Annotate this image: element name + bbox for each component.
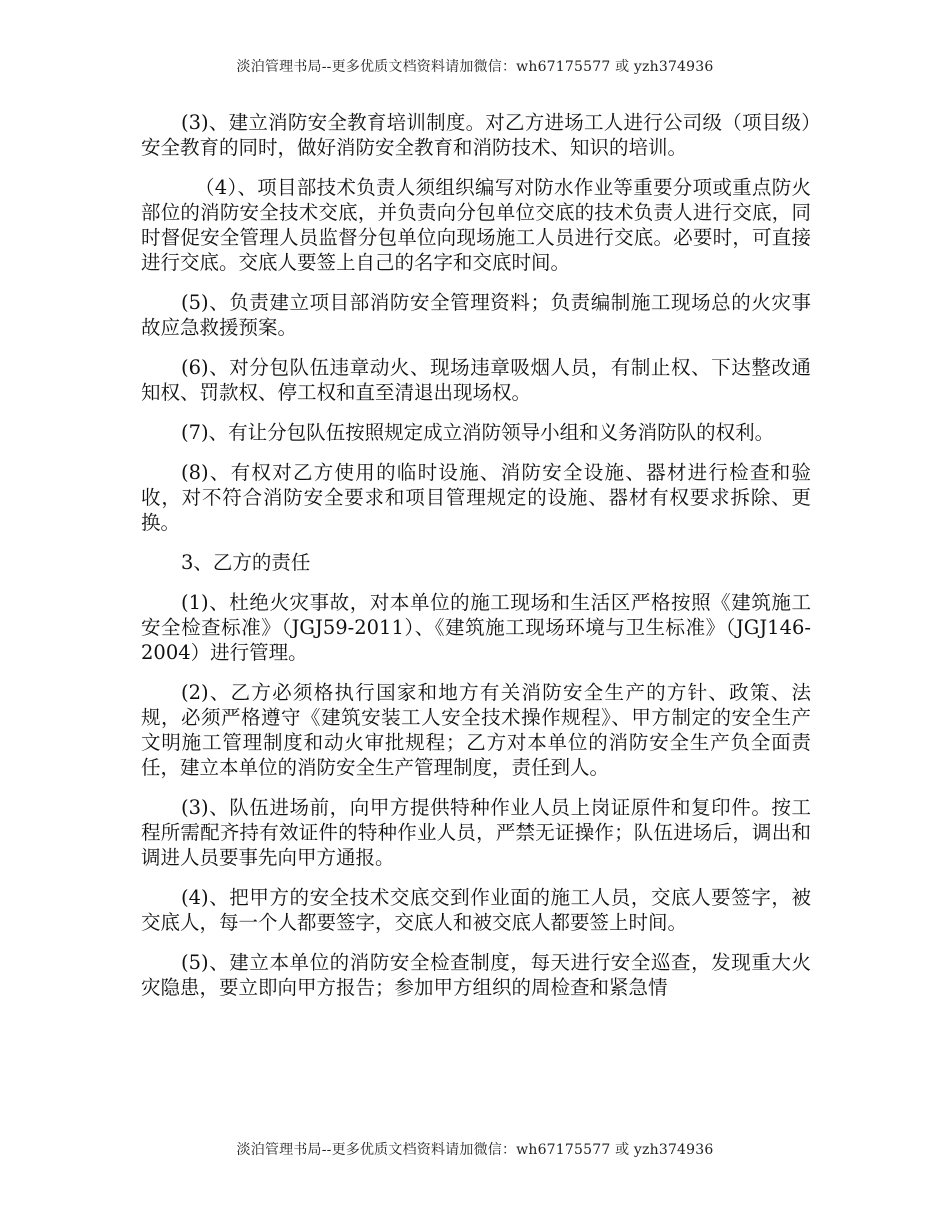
document-body <box>141 110 811 1015</box>
paragraph-b3-certification: (3)、队伍进场前，向甲方提供特种作业人员上岗证原件和复印件。按工程所需配齐持有效证件的特种作业人员，严禁无证操作；队伍进场后，调出和调进人员要事先向甲方通报。 <box>141 796 811 869</box>
paragraph-b5-inspection: (5)、建立本单位的消防安全检查制度，每天进行安全巡查，发现重大火灾隐患，要立即向甲方报告；参加甲方组织的周检查和紧急情 <box>141 951 811 999</box>
paragraph-3-education: (3)、建立消防安全教育培训制度。对乙方进场工人进行公司级（项目级）安全教育的同时，做好消防安全教育和消防技术、知识的培训。 <box>141 111 811 159</box>
paragraph-b1-prevention: (1)、杜绝火灾事故，对本单位的施工现场和生活区严格按照《建筑施工安全检查标准》（JGJ59-2011）、《建筑施工现场环境与卫生标准》（JGJ146-2004）进行管理。 <box>141 591 811 664</box>
page-header: 淡泊管理书局--更多优质文档资料请加微信：wh67175577 或 yzh374936 <box>236 59 714 75</box>
section-heading-party-b: 3、乙方的责任 <box>181 551 311 574</box>
paragraph-6-penalties: (6)、对分包队伍违章动火、现场违章吸烟人员，有制止权、下达整改通知权、罚款权、停工权和直至清退出现场权。 <box>141 356 811 404</box>
paragraph-4-technical-briefing: （4）、项目部技术负责人须组织编写对防水作业等重要分项或重点防火部位的消防安全技术交底，并负责向分包单位交底的技术负责人进行交底，同时督促安全管理人员监督分包单位向现场施工人员进行交底。必要时，可直接进行交底。交底人要签上自己的名字和交底时间。 <box>141 176 811 274</box>
paragraph-7-fire-team: (7)、有让分包队伍按照规定成立消防领导小组和义务消防队的权利。 <box>181 421 775 444</box>
paragraph-b2-regulations: (2)、乙方必须格执行国家和地方有关消防安全生产的方针、政策、法规，必须严格遵守《建筑安装工人安全技术操作规程》、甲方制定的安全生产文明施工管理制度和动火审批规程；乙方对本单位的消防安全生产负全面责任，建立本单位的消防安全生产管理制度，责任到人。 <box>141 681 811 779</box>
page-footer: 淡泊管理书局--更多优质文档资料请加微信：wh67175577 或 yzh374936 <box>236 1142 714 1158</box>
paragraph-b4-signatures: (4)、把甲方的安全技术交底交到作业面的施工人员，交底人要签字，被交底人，每一个人都要签字，交底人和被交底人都要签上时间。 <box>141 886 811 934</box>
paragraph-8-inspection: (8)、有权对乙方使用的临时设施、消防安全设施、器材进行检查和验收，对不符合消防安全要求和项目管理规定的设施、器材有权要求拆除、更换。 <box>141 461 811 534</box>
paragraph-5-records: (5)、负责建立项目部消防安全管理资料；负责编制施工现场总的火灾事故应急救援预案。 <box>141 291 811 339</box>
